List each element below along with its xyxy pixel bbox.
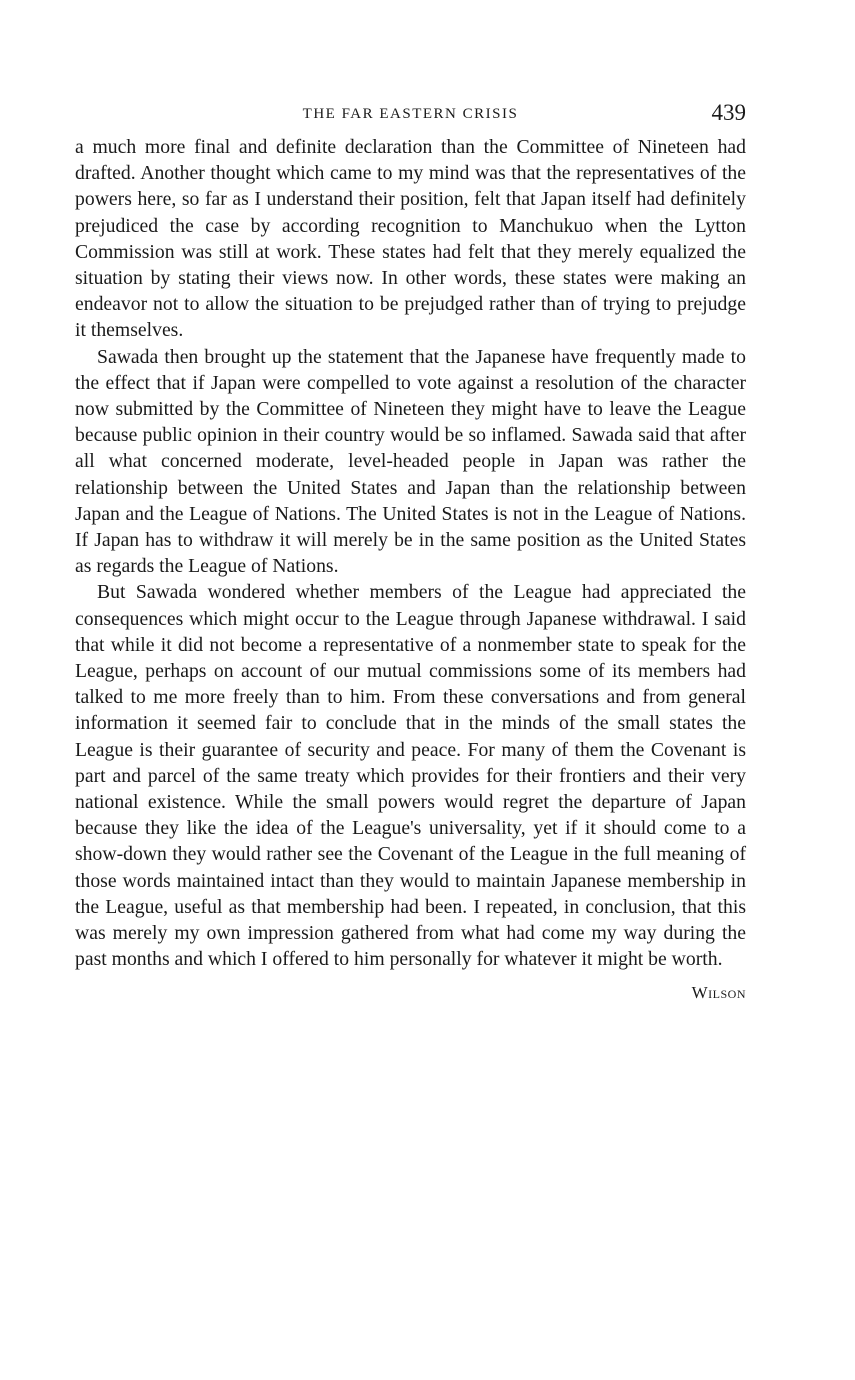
document-page xyxy=(75,100,746,1003)
running-head xyxy=(75,100,746,134)
paragraph-1: a much more final and definite declaration than the Committee of Nineteen had drafted. Another thought which came to my mind was that the representatives of the powers here, so far as I understand their position, felt that Japan itself had definitely prejudiced the case by according recognition to Manchukuo when the Lytton Commission was still at work. These states had felt that they merely equalized the situation by stating their views now. In other words, these states were making an endeavor not to allow the situation to be prejudged rather than of trying to prejudge it themselves. xyxy=(75,136,746,342)
paragraph-2: Sawada then brought up the statement that the Japanese have frequently made to the effect that if Japan were compelled to vote against a resolution of the character now submitted by the Committee of Nineteen they might have to leave the League because public opinion in their country would be so inflamed. Sawada said that after all what concerned moderate, level-headed people in Japan was rather the relationship between the United States and Japan than the relationship between Japan and the League of Nations. The United States is not in the League of Nations. If Japan has to withdraw it will merely be in the same position as the United States as regards the League of Nations. xyxy=(75,345,746,578)
page-number: 439 xyxy=(711,100,746,125)
running-title: THE FAR EASTERN CRISIS xyxy=(302,106,519,122)
paragraph-3: But Sawada wondered whether members of the League had appreciated the consequences which might occur to the League through Japanese withdrawal. I said that while it did not become a representative of a nonmember state to speak for the League, perhaps on account of our mutual commissions some of its members had talked to me more freely than to him. From these conversations and from general information it seemed fair to conclude that in the minds of the small states the League is their guarantee of security and peace. For many of them the Covenant is part and parcel of the same treaty which provides for their frontiers and their very national existence. While the small powers would regret the departure of Japan because they like the idea of the League's universality, yet if it should come to a show-down they would rather see the Covenant of the League in the full meaning of those words maintained intact than they would to maintain Japanese membership in the League, useful as that membership had been. I repeated, in conclusion, that this was merely my own impression gathered from what had come my way during the past months and which I offered to him personally for whatever it might be worth. xyxy=(75,581,746,971)
signature: Wilson xyxy=(691,982,746,1002)
